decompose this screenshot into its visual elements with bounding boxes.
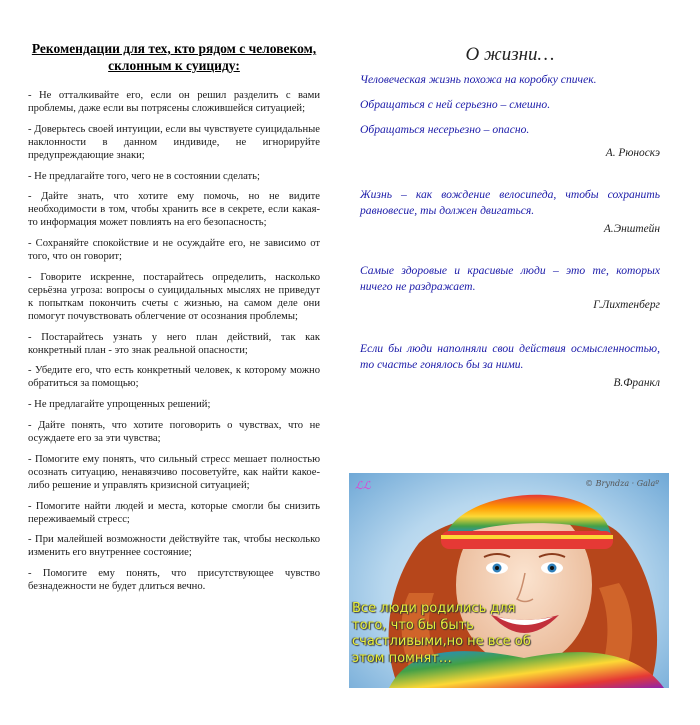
quote-text: Обращаться с ней серьезно – смешно.	[360, 98, 551, 111]
tip-item: - Постарайтесь узнать у него план действий, так как конкретный план - это знак реальной опасности;	[28, 331, 320, 356]
photo-caption: Все люди родились для того, что бы быть счастливыми,но не все об этом помнят…	[352, 601, 531, 666]
quotes-title: О жизни…	[465, 44, 555, 65]
tip-item: - При малейшей возможности действуйте так, чтобы несколько изменить его внутреннее состояние;	[28, 534, 320, 559]
quote-author: Г.Лихтенберг	[593, 299, 660, 311]
smiling-woman-photo	[349, 473, 669, 688]
quote-author: В.Франкл	[613, 377, 660, 389]
photo-credit: © Bryndza · Galaº	[585, 479, 659, 488]
tip-item: - Дайте знать, что хотите ему помочь, но не видите необходимости в том, чтобы хранить все в секрете, если какая-то информация может повлиять на его безопасность;	[28, 191, 320, 229]
quote-text: Если бы люди наполняли свои действия осмысленностью, то счастье гонялось бы за ними.	[360, 342, 660, 371]
quote-block	[360, 341, 660, 389]
tip-item: - Помогите ему понять, что присутствующее чувство безнадежности не будет длиться вечно.	[28, 568, 320, 593]
tip-item: - Помогите ему понять, что сильный стресс мешает полностью осознать ситуацию, ненавязчиво посоветуйте, как найти какое-либо решение и управлять кризисной ситуацией;	[28, 453, 320, 491]
quote-text: Человеческая жизнь похожа на коробку спичек.	[360, 73, 597, 86]
tip-item: - Помогите найти людей и места, которые смогли бы снизить переживаемый стресс;	[28, 500, 320, 525]
tip-item: - Говорите искренне, постарайтесь определить, насколько серьёзна угроза: вопросы о суицидальных мыслях не приведут к попыткам покончить счеты с жизнью, на самом деле они помогут почувствовать облегчение от осознания проблемы;	[28, 271, 320, 322]
tip-item: - Сохраняйте спокойствие и не осуждайте его, не зависимо от того, что он говорит;	[28, 238, 320, 263]
quote-text: Жизнь – как вождение велосипеда, чтобы сохранить равновесие, ты должен двигаться.	[360, 188, 660, 217]
quote-author: А.Энштейн	[603, 223, 660, 235]
quotes-column	[360, 44, 660, 389]
tip-item: - Дайте понять, что хотите поговорить о чувствах, что не осуждаете его за эти чувства;	[28, 420, 320, 445]
recommendations-column	[28, 40, 320, 602]
quote-author: А. Рюноскэ	[605, 147, 660, 159]
quote-block	[360, 72, 660, 159]
tip-item: - Доверьтесь своей интуиции, если вы чувствуете суицидальные наклонности в данном индивиде, не игнорируйте предупреждающие знаки;	[28, 123, 320, 161]
quote-block	[360, 263, 660, 311]
photo-logo: ℒℒ	[355, 479, 371, 492]
quote-text: Самые здоровые и красивые люди – это те, которых ничего не раздражает.	[360, 264, 660, 293]
tip-item: - Убедите его, что есть конкретный человек, к которому можно обратиться за помощью;	[28, 365, 320, 390]
quote-text: Обращаться несерьезно – опасно.	[360, 123, 530, 136]
tip-item: - Не отталкивайте его, если он решил разделить с вами проблемы, даже если вы потрясены сложившейся ситуацией;	[28, 90, 320, 114]
tip-item: - Не предлагайте упрощенных решений;	[28, 399, 211, 411]
recommendations-title: Рекомендации для тех, кто рядом с человеком, склонным к суициду:	[31, 41, 317, 73]
quote-block	[360, 187, 660, 235]
tip-item: - Не предлагайте того, чего не в состоянии сделать;	[28, 170, 260, 182]
